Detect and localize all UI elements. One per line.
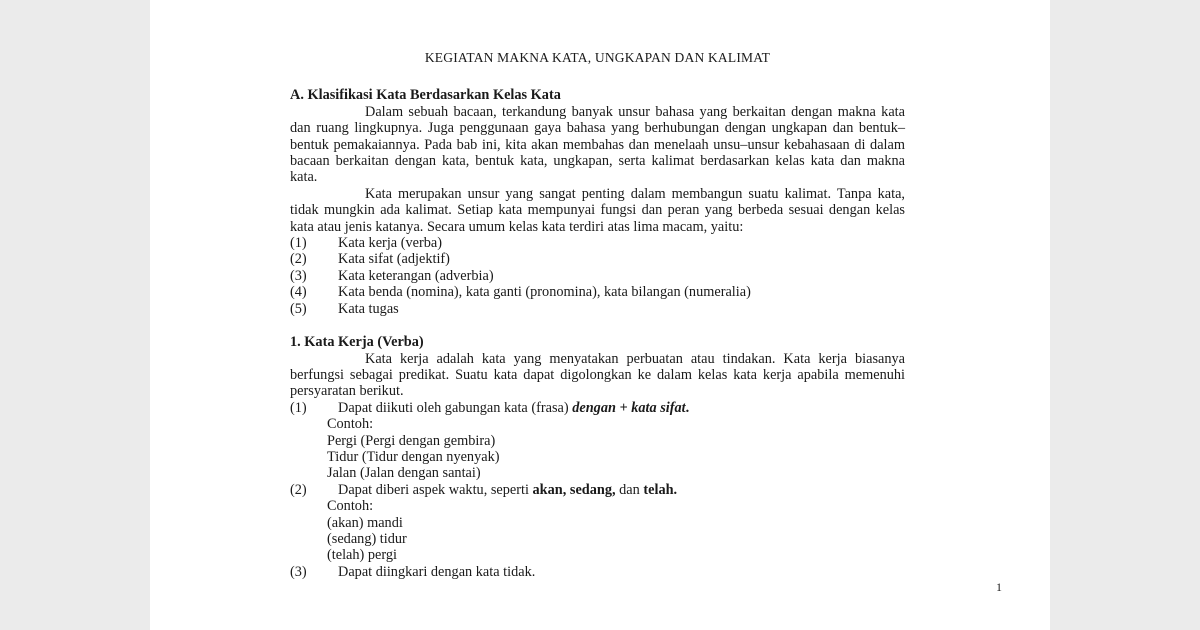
- list-item: (4) Kata benda (nomina), kata ganti (pronomina), kata bilangan (numeralia): [290, 284, 751, 301]
- list-item: (2) Kata sifat (adjektif): [290, 251, 450, 268]
- requirement-1: (1) Dapat diikuti oleh gabungan kata (frasa) dengan + kata sifat.: [290, 399, 690, 416]
- document-page: [150, 0, 1050, 630]
- paragraph-2: Kata merupakan unsur yang sangat penting dalam membangun suatu kalimat. Tanpa kata, tidak mungkin ada kalimat. Setiap kata mempunyai fungsi dan peran yang berbeda sesuai dengan kelas kata atau jenis katanya. Secara umum kelas kata terdiri atas lima macam, yaitu:: [290, 185, 905, 235]
- word-class-list: [290, 235, 905, 317]
- requirement-3: (3) Dapat diingkari dengan kata tidak.: [290, 563, 536, 580]
- spacer: [290, 317, 905, 334]
- page-content: [290, 50, 905, 580]
- bold-text: telah.: [643, 481, 678, 498]
- example-item: Pergi (Pergi dengan gembira): [327, 432, 496, 449]
- example-item: Tidur (Tidur dengan nyenyak): [327, 448, 500, 465]
- list-item: (3) Kata keterangan (adverbia): [290, 267, 494, 284]
- document-title: KEGIATAN MAKNA KATA, UNGKAPAN DAN KALIMAT: [424, 50, 771, 65]
- contoh-label: Contoh:: [327, 498, 374, 515]
- contoh-label: Contoh:: [327, 416, 374, 433]
- emphasis-text: dengan + kata sifat: [572, 399, 686, 416]
- requirement-2: (2) Dapat diberi aspek waktu, seperti akan, sedang, dan telah.: [290, 481, 678, 498]
- list-item: (1) Kata kerja (verba): [290, 235, 442, 252]
- paragraph-3: Kata kerja adalah kata yang menyatakan perbuatan atau tindakan. Kata kerja biasanya berfungsi sebagai predikat. Suatu kata dapat digolongkan ke dalam kelas kata kerja apabila memenuhi persyaratan berikut.: [290, 350, 905, 400]
- paragraph-1: Dalam sebuah bacaan, terkandung banyak unsur bahasa yang berkaitan dengan makna kata dan ruang lingkupnya. Juga penggunaan gaya bahasa yang berhubungan dengan ungkapan dan bentuk–bentuk pemakaiannya. Pada bab ini, kita akan membahas dan menelaah unsu–unsur kebahasaan di dalam bacaan berkaitan dengan kata, bentuk kata, ungkapan, serta kalimat berdasarkan kelas kata dan makna kata.: [290, 103, 905, 186]
- example-item: Jalan (Jalan dengan santai): [327, 465, 481, 482]
- page-number: 1: [996, 580, 1002, 594]
- example-item: (telah) pergi: [327, 547, 397, 564]
- subsection-1-heading: 1. Kata Kerja (Verba): [290, 334, 424, 351]
- example-item: (akan) mandi: [327, 514, 403, 531]
- bold-text: akan, sedang,: [532, 481, 616, 498]
- list-item: (5) Kata tugas: [290, 300, 399, 317]
- example-item: (sedang) tidur: [327, 530, 407, 547]
- section-a-heading: A. Klasifikasi Kata Berdasarkan Kelas Kata: [290, 87, 561, 104]
